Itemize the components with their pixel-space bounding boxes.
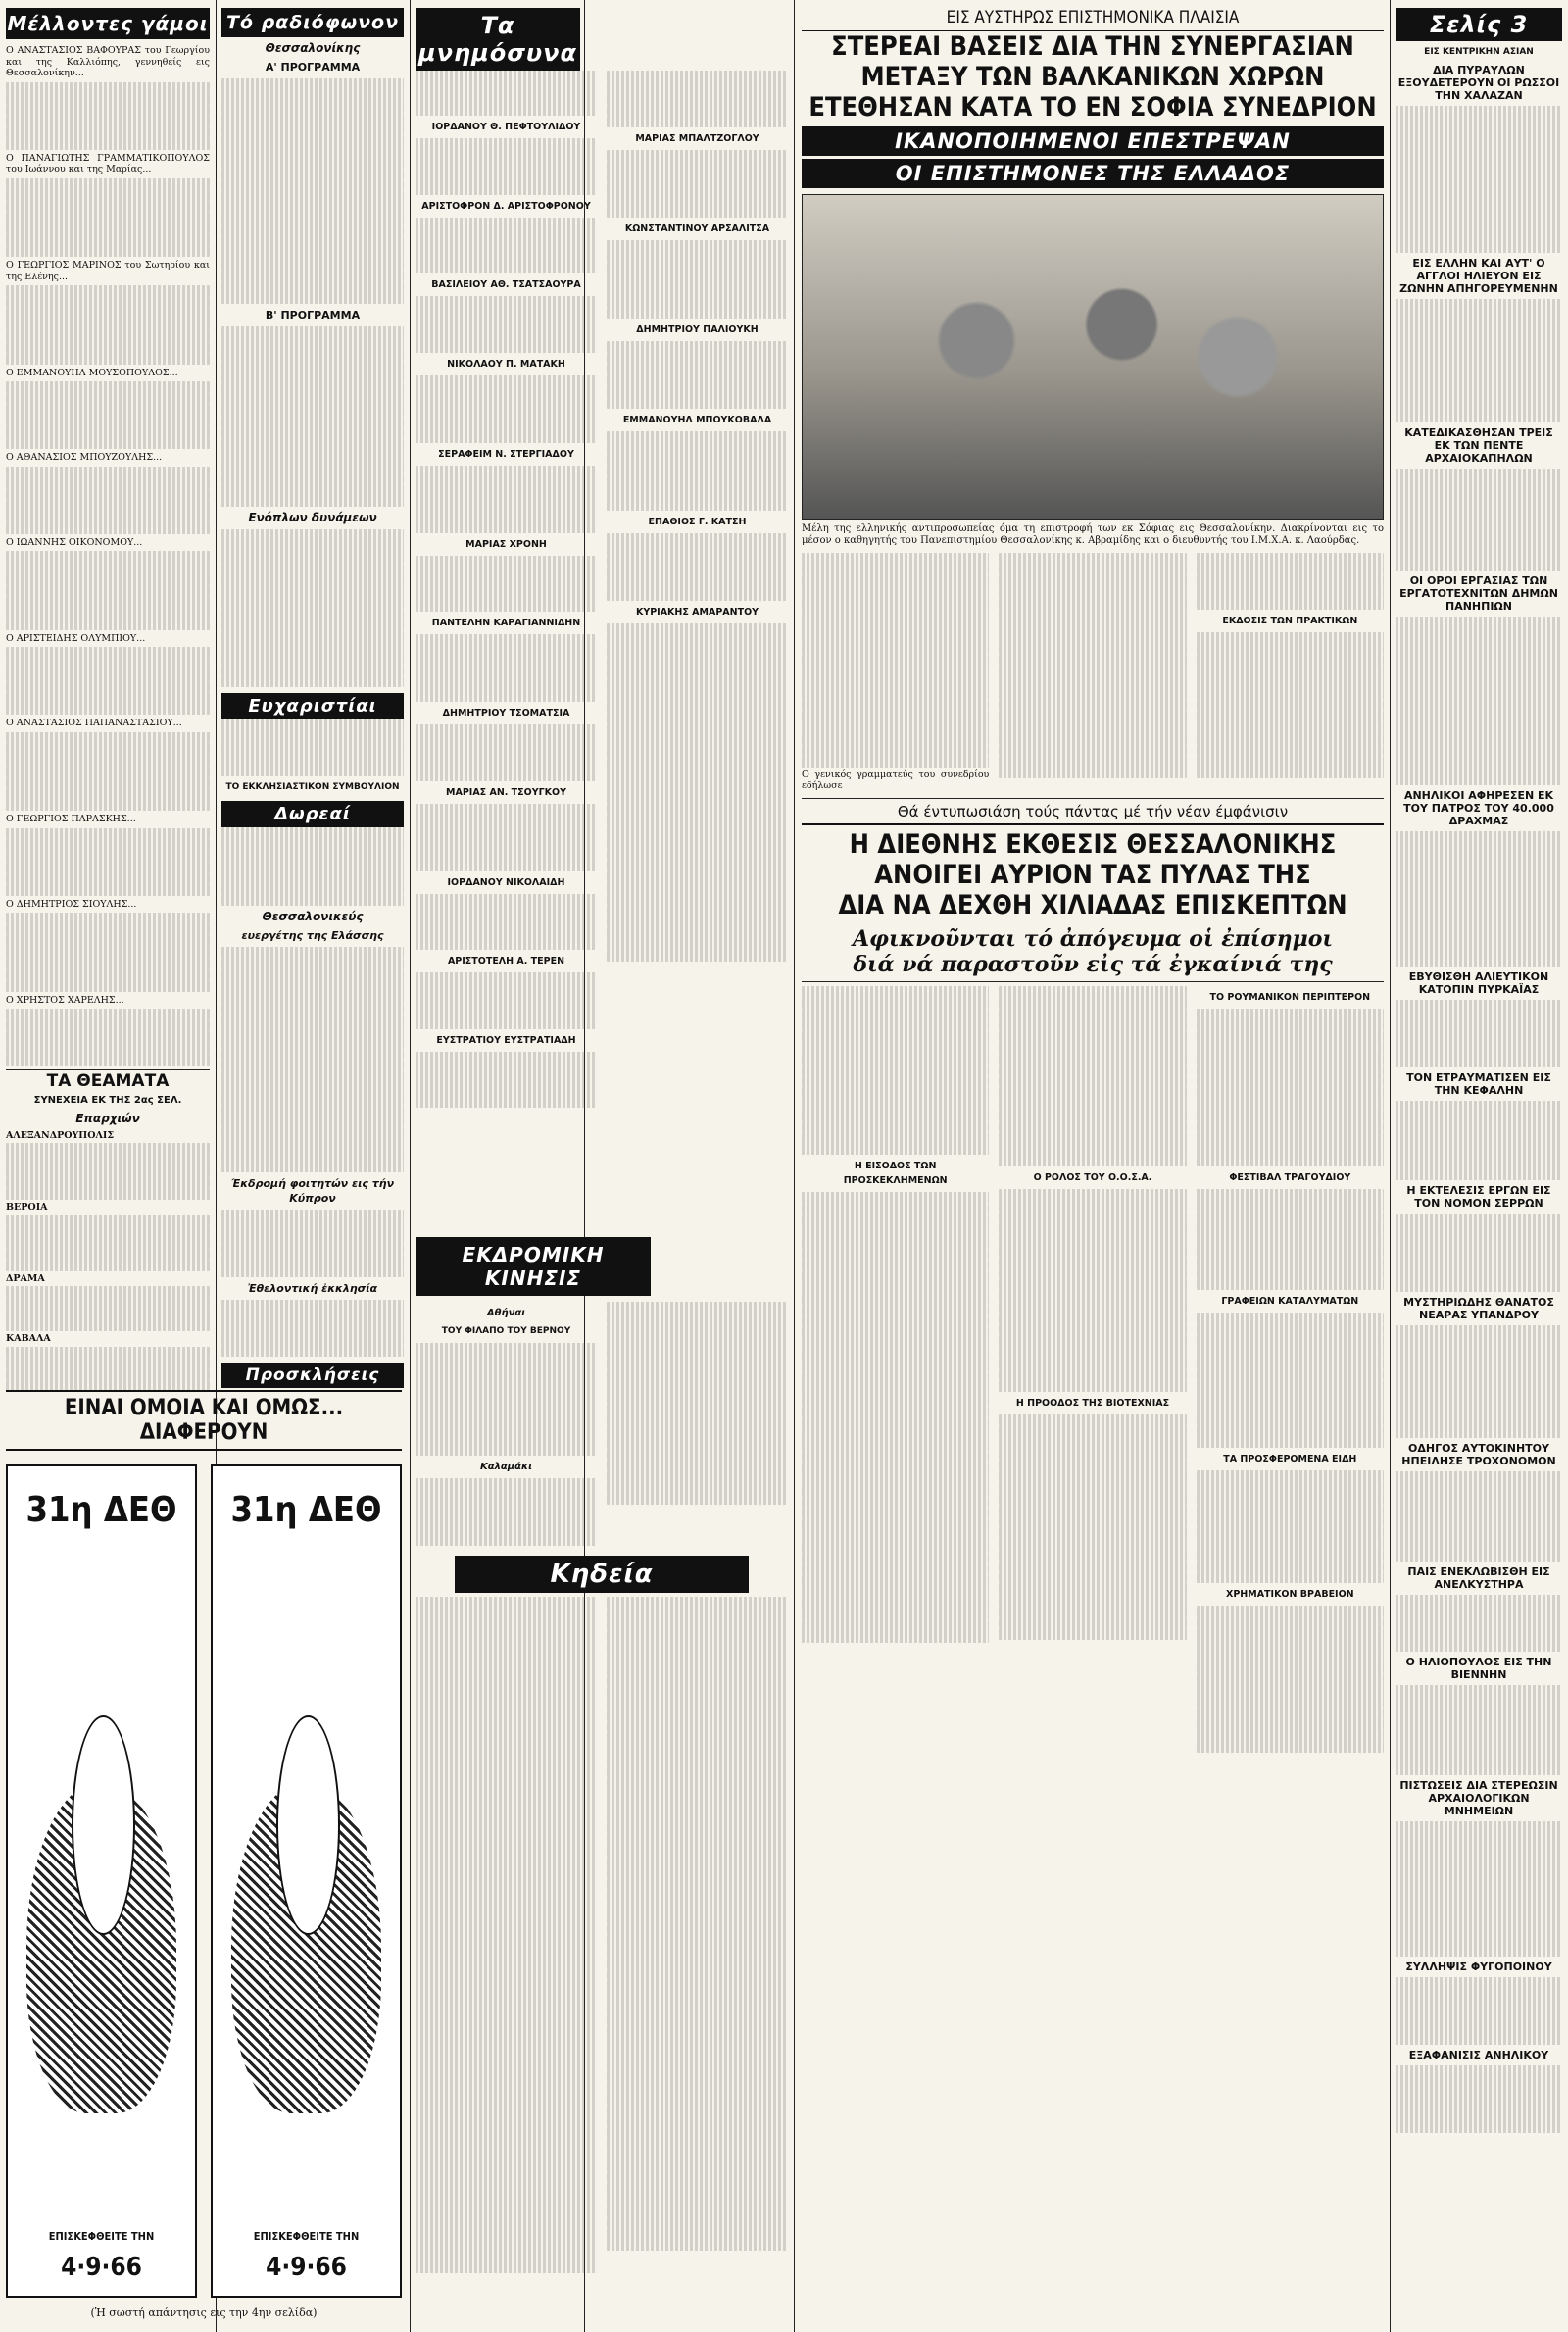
ad-note: (Ἡ σωστή απάντησις εις την 4ην σελίδα) <box>90 2307 318 2319</box>
memorial-name: ΙΟΡΔΑΝΟΥ Θ. ΠΕΦΤΟΥΛΙΔΟΥ <box>431 122 581 132</box>
kicker: ΕΙΣ ΑΥΣΤΗΡΩΣ ΕΠΙΣΤΗΜΟΝΙΚΑ ΠΛΑΙΣΙΑ <box>802 8 1384 31</box>
column-2 <box>221 8 404 1390</box>
news-heading: ΕΞΑΦΑΝΙΣΙΣ ΑΝΗΛΙΚΟΥ <box>1408 2048 1549 2061</box>
memorials-banner: Τα μνημόσυνα <box>416 8 580 71</box>
wedding-item: Ο ΓΕΩΡΓΙΟΣ ΠΑΡΑΣΚΗΣ... <box>6 814 136 824</box>
invitations-banner: Προσκλήσεις <box>221 1363 404 1388</box>
headline-line: ΕΤΕΘΗΣΑΝ ΚΑΤΑ ΤΟ ΕΝ ΣΟΦΙΑ ΣΥΝΕΔΡΙΟΝ <box>808 92 1377 123</box>
main-story <box>802 8 1384 2326</box>
town-name: ΔΡΑΜΑ <box>6 1272 45 1284</box>
news-heading: ΠΙΣΤΩΣΕΙΣ ΔΙΑ ΣΤΕΡΕΩΣΙΝ ΑΡΧΑΙΟΛΟΓΙΚΩΝ ΜΝΗΜΕΙΩΝ <box>1399 1778 1558 1817</box>
news-heading: ΠΑΙΣ ΕΝΕΚΛΩΒΙΣΘΗ ΕΙΣ ΑΝΕΛΚΥΣΤΗΡΑ <box>1407 1565 1550 1591</box>
memorial-name: ΚΩΝΣΤΑΝΤΙΝΟΥ ΑΡΣΑΛΙΤΣΑ <box>624 223 770 234</box>
wedding-item: Ο ΑΝΑΣΤΑΣΙΟΣ ΒΑΦΟΥΡΑΣ του Γεωργίου και της Καλλιόπης, γεννηθείς εις Θεσσαλονίκην... <box>6 45 210 78</box>
section-heading: ΧΡΗΜΑΤΙΚΟΝ ΒΡΑΒΕΙΟΝ <box>1226 1589 1354 1600</box>
wedding-item: Ο ΧΡΗΣΤΟΣ ΧΑΡΕΛΗΣ... <box>6 994 124 1006</box>
fair-headline: Η ΔΙΕΘΝΗΣ ΕΚΘΕΣΙΣ ΘΕΣΣΑΛΟΝΙΚΗΣ <box>849 828 1337 860</box>
fair-subheadline: Αφικνοῦνται τό ἀπόγευμα οἱ ἐπίσημοι <box>852 925 1334 952</box>
section-heading: ΦΕΣΤΙΒΑΛ ΤΡΑΓΟΥΔΙΟΥ <box>1229 1171 1351 1183</box>
section-heading: ΤΟ ΡΟΥΜΑΝΙΚΟΝ ΠΕΡΙΠΤΕΡΟΝ <box>1209 991 1371 1003</box>
radio-banner: Τό ραδιόφωνον <box>221 8 404 37</box>
fair-kicker: Θά έντυπωσιάση τούς πάντας μέ τήν νέαν έμφάνισιν <box>802 803 1384 825</box>
ad-date: 4·9·66 <box>61 2253 142 2282</box>
fair-headline: ΑΝΟΙΓΕΙ ΑΥΡΙΟΝ ΤΑΣ ΠΥΛΑΣ ΤΗΣ <box>874 859 1311 890</box>
ad-panel-left <box>6 1464 197 2298</box>
memorial-name: ΙΟΡΔΑΝΟΥ ΝΙΚΟΛΑΙΔΗ <box>447 876 565 888</box>
memorial-name: ΑΡΙΣΤΟΤΕΛΗ Α. ΤΕΡΕΝ <box>447 956 565 967</box>
fair-advertisement <box>6 1390 402 2321</box>
ad-title: ΕΙΝΑΙ ΟΜΟΙΑ ΚΑΙ ΟΜΩΣ... ΔΙΑΦΕΡΟΥΝ <box>6 1390 402 1451</box>
thessaloniki-subheading: ευεργέτης της Ελάσσης <box>241 929 384 942</box>
memorial-name: ΜΑΡΙΑΣ ΧΡΟΝΗ <box>466 538 547 550</box>
fair-headline: ΔΙΑ ΝΑ ΔΕΧΘΗ ΧΙΛΙΑΔΑΣ ΕΠΙΣΚΕΠΤΩΝ <box>838 889 1348 920</box>
excursion-heading: Καλαμάκι <box>479 1462 533 1472</box>
memorial-name: ΣΕΡΑΦΕΙΜ Ν. ΣΤΕΡΓΙΑΔΟΥ <box>438 448 574 460</box>
funerals-banner: Κηδεία <box>455 1556 749 1593</box>
section-heading: Η ΠΡΟΟΔΟΣ ΤΗΣ ΒΙΟΤΕΧΝΙΑΣ <box>1015 1397 1170 1409</box>
town-name: ΚΑΒΑΛΑ <box>6 1333 51 1344</box>
section-heading: Ο ΡΟΛΟΣ ΤΟΥ Ο.Ο.Σ.Α. <box>1033 1171 1152 1183</box>
memorial-name: ΑΡΙΣΤΟΦΡΟΝ Δ. ΑΡΙΣΤΟΦΡΟΝΟΥ <box>421 200 591 212</box>
theatre-title: ΤΑ ΘΕΑΜΑΤΑ <box>46 1070 170 1091</box>
news-heading: ΕΙΣ ΕΛΛΗΝ ΚΑΙ ΑΥΤ' Ο ΑΓΓΛΟΙ ΗΛΙΕΥΟΝ ΕΙΣ ΖΩΝΗΝ ΑΠΗΓΟΡΕΥΜΕΝΗΝ <box>1399 256 1558 295</box>
headline-line: ΣΤΕΡΕΑΙ ΒΑΣΕΙΣ ΔΙΑ ΤΗΝ ΣΥΝΕΡΓΑΣΙΑΝ <box>831 31 1354 62</box>
ad-face-illustration <box>72 1715 135 1935</box>
delegation-photo <box>802 194 1384 520</box>
wedding-item: Ο ΙΩΑΝΝΗΣ ΟΙΚΟΝΟΜΟΥ... <box>6 536 143 548</box>
memorial-name: ΚΥΡΙΑΚΗΣ ΑΜΑΡΑΝΤΟΥ <box>635 606 760 618</box>
theatre-subtitle: ΣΥΝΕΧΕΙΑ ΕΚ ΤΗΣ 2ας ΣΕΛ. <box>33 1094 182 1106</box>
page-banner-sub: ΕΙΣ ΚΕΝΤΡΙΚΗΝ ΑΣΙΑΝ <box>1424 47 1534 57</box>
news-heading: ΜΥΣΤΗΡΙΩΔΗΣ ΘΑΝΑΤΟΣ ΝΕΑΡΑΣ ΥΠΑΝΔΡΟΥ <box>1403 1296 1554 1321</box>
news-heading: ΚΑΤΕΔΙΚΑΣΘΗΣΑΝ ΤΡΕΙΣ ΕΚ ΤΩΝ ΠΕΝΤΕ ΑΡΧΑΙΟΚΑΠΗΛΩΝ <box>1404 426 1553 465</box>
wedding-item: Ο ΑΡΙΣΤΕΙΔΗΣ ΟΛΥΜΠΙΟΥ... <box>6 632 146 644</box>
ad-panel-right <box>211 1464 402 2298</box>
ad-brand: 31η ΔΕΘ <box>25 1490 177 1530</box>
subheadline-banner: ΙΚΑΝΟΠΟΙΗΜΕΝΟΙ ΕΠΕΣΤΡΕΨΑΝ <box>802 126 1384 156</box>
fair-subheadline: διά νά παραστοῦν εἰς τά ἐγκαίνιά της <box>853 951 1333 977</box>
wedding-item: Ο ΔΗΜΗΤΡΙΟΣ ΣΙΟΥΛΗΣ... <box>6 898 137 910</box>
thanks-banner: Ευχαριστίαι <box>221 693 404 719</box>
theatre-label: Επαρχιών <box>75 1111 140 1125</box>
wedding-item: Ο ΕΜΜΑΝΟΥΗΛ ΜΟΥΣΟΠΟΥΛΟΣ... <box>6 367 178 378</box>
excursion-heading: ΤΟΥ ΦΙΛΑΠΟ ΤΟΥ ΒΕΡΝΟΥ <box>441 1326 571 1336</box>
thanks-signature: ΤΟ ΕΚΚΛΗΣΙΑΣΤΙΚΟΝ ΣΥΜΒΟΥΛΙΟΝ <box>225 781 400 792</box>
weddings-banner: Μέλλοντες γάμοι <box>6 8 210 39</box>
column-3 <box>416 8 788 1233</box>
excursion-banner: ΕΚΔΡΟΜΙΚΗ ΚΙΝΗΣΙΣ <box>416 1237 651 1296</box>
news-heading: Ο ΗΛΙΟΠΟΥΛΟΣ ΕΙΣ ΤΗΝ ΒΙΕΝΝΗΝ <box>1405 1655 1552 1681</box>
town-name: ΑΛΕΞΑΝΔΡΟΥΠΟΛΙΣ <box>6 1129 115 1141</box>
town-name: ΒΕΡΟΙΑ <box>6 1201 48 1213</box>
photo-caption: Μέλη της ελληνικής αντιπροσωπείας όμα τη επιστροφή των εκ Σόφιας εις Θεσσαλονίκην. Διακρίνονται εις το μέσον ο καθηγητής του Πανεπιστημίου Θεσσαλονίκης κ. Αβραμίδης και ο διευθυντής του Ι.Μ.Χ.Α. κ. Λαούρδας. <box>802 523 1384 546</box>
column-5 <box>1396 8 1562 2326</box>
section-heading: Η ΕΙΣΟΔΟΣ ΤΩΝ ΠΡΟΣΚΕΚΛΗΜΕΝΩΝ <box>843 1161 948 1186</box>
page-banner: Σελίς 3 <box>1396 8 1562 41</box>
memorial-name: ΜΑΡΙΑΣ ΑΝ. ΤΣΟΥΓΚΟΥ <box>446 786 566 798</box>
memorial-name: ΔΗΜΗΤΡΙΟΥ ΠΑΛΙΟΥΚΗ <box>636 324 759 335</box>
ad-footer: ΕΠΙΣΚΕΦΘΕΙΤΕ ΤΗΝ <box>48 2230 155 2243</box>
news-heading: Η ΕΚΤΕΛΕΣΙΣ ΕΡΓΩΝ ΕΙΣ ΤΟΝ ΝΟΜΟΝ ΣΕΡΡΩΝ <box>1406 1183 1551 1210</box>
section-heading: ΤΑ ΠΡΟΣΦΕΡΟΜΕΝΑ ΕΙΔΗ <box>1223 1454 1357 1464</box>
church-heading: Ἐθελοντική ἐκκλησία <box>247 1282 378 1295</box>
memorial-name: ΜΑΡΙΑΣ ΜΠΑΛΤΖΟΓΛΟΥ <box>635 132 760 144</box>
memorial-name: ΒΑΣΙΛΕΙΟΥ ΑΘ. ΤΣΑΤΣΑΟΥΡΑ <box>431 279 581 290</box>
memorial-name: ΕΥΣΤΡΑΤΙΟΥ ΕΥΣΤΡΑΤΙΑΔΗ <box>436 1034 576 1046</box>
column-1 <box>6 8 210 1390</box>
headline-line: ΜΕΤΑΞΥ ΤΩΝ ΒΑΛΚΑΝΙΚΩΝ ΧΩΡΩΝ <box>860 62 1325 92</box>
section-heading: ΓΡΑΦΕΙΩΝ ΚΑΤΑΛΥΜΑΤΩΝ <box>1221 1296 1359 1307</box>
memorial-name: ΠΑΝΤΕΛΗΝ ΚΑΡΑΓΙΑΝΝΙΔΗΝ <box>431 618 581 628</box>
news-heading: ΤΟΝ ΕΤΡΑΥΜΑΤΙΣΕΝ ΕΙΣ ΤΗΝ ΚΕΦΑΛΗΝ <box>1406 1071 1551 1097</box>
program-b: Β' ΠΡΟΓΡΑΜΜΑ <box>265 309 361 322</box>
story-text: Ο γενικός γραμματεύς του συνεδρίου εδήλωσε <box>802 769 990 791</box>
wedding-item: Ο ΑΝΑΣΤΑΣΙΟΣ ΠΑΠΑΝΑΣΤΑΣΙΟΥ... <box>6 718 182 728</box>
student-excursion-heading: Έκδρομή φοιτητών εις τήν Κύπρον <box>230 1177 395 1205</box>
armed-forces-heading: Ενόπλων δυνάμεων <box>248 511 377 524</box>
wedding-item: Ο ΠΑΝΑΓΙΩΤΗΣ ΓΡΑΜΜΑΤΙΚΟΠΟΥΛΟΣ του Ιωάννου και της Μαρίας... <box>6 152 210 174</box>
section-heading: ΕΚΔΟΣΙΣ ΤΩΝ ΠΡΑΚΤΙΚΩΝ <box>1222 615 1358 626</box>
memorial-name: ΕΠΑΘΙΟΣ Γ. ΚΑΤΣΗ <box>648 516 747 527</box>
news-heading: ΔΙΑ ΠΥΡΑΥΛΩΝ ΕΞΟΥΔΕΤΕΡΟΥΝ ΟΙ ΡΩΣΣΟΙ ΤΗΝ ΧΑΛΑΖΑΝ <box>1397 64 1560 102</box>
memorial-name: ΔΗΜΗΤΡΙΟΥ ΤΣΟΜΑΤΣΙΑ <box>442 708 570 719</box>
news-heading: ΟΙ ΟΡΟΙ ΕΡΓΑΣΙΑΣ ΤΩΝ ΕΡΓΑΤΟΤΕΧΝΙΤΩΝ ΔΗΜΩΝ ΠΑΝΗΠΙΩΝ <box>1399 573 1558 613</box>
news-heading: ΣΥΛΛΗΨΙΣ ΦΥΓΟΠΟΙΝΟΥ <box>1405 1960 1552 1973</box>
program-a: Α' ΠΡΟΓΡΑΜΜΑ <box>265 61 361 74</box>
news-heading: ΕΒΥΘΙΣΘΗ ΑΛΙΕΥΤΙΚΟΝ ΚΑΤΟΠΙΝ ΠΥΡΚΑΪΑΣ <box>1408 970 1549 996</box>
ad-footer: ΕΠΙΣΚΕΦΘΕΙΤΕ ΤΗΝ <box>253 2230 360 2243</box>
thessaloniki-heading: Θεσσαλονικεύς <box>262 910 364 923</box>
radio-city: Θεσσαλονίκης <box>265 41 361 55</box>
memorial-name: ΕΜΜΑΝΟΥΗΛ ΜΠΟΥΚΟΒΑΛΑ <box>622 415 772 425</box>
excursion-section <box>416 1237 788 2325</box>
ad-face-illustration <box>276 1715 340 1935</box>
news-heading: ΑΝΗΛΙΚΟΙ ΑΦΗΡΕΣΕΝ ΕΚ ΤΟΥ ΠΑΤΡΟΣ ΤΟΥ 40.000 ΔΡΑΧΜΑΣ <box>1403 789 1554 827</box>
wedding-item: Ο ΑΘΑΝΑΣΙΟΣ ΜΠΟΥΖΟΥΛΗΣ... <box>6 452 163 463</box>
ad-brand: 31η ΔΕΘ <box>230 1490 382 1530</box>
news-heading: ΟΔΗΓΟΣ ΑΥΤΟΚΙΝΗΤΟΥ ΗΠΕΙΛΗΣΕ ΤΡΟΧΟΝΟΜΟΝ <box>1401 1442 1556 1467</box>
excursion-heading: Αθήναι <box>486 1308 526 1318</box>
memorial-name: ΝΙΚΟΛΑΟΥ Π. ΜΑΤΑΚΗ <box>447 358 565 370</box>
wedding-item: Ο ΓΕΩΡΓΙΟΣ ΜΑΡΙΝΟΣ του Σωτηρίου και της Ελένης... <box>6 260 210 282</box>
gifts-banner: Δωρεαί <box>221 801 404 827</box>
ad-date: 4·9·66 <box>266 2253 347 2282</box>
subheadline-banner-2: ΟΙ ΕΠΙΣΤΗΜΟΝΕΣ ΤΗΣ ΕΛΛΑΔΟΣ <box>802 159 1384 188</box>
